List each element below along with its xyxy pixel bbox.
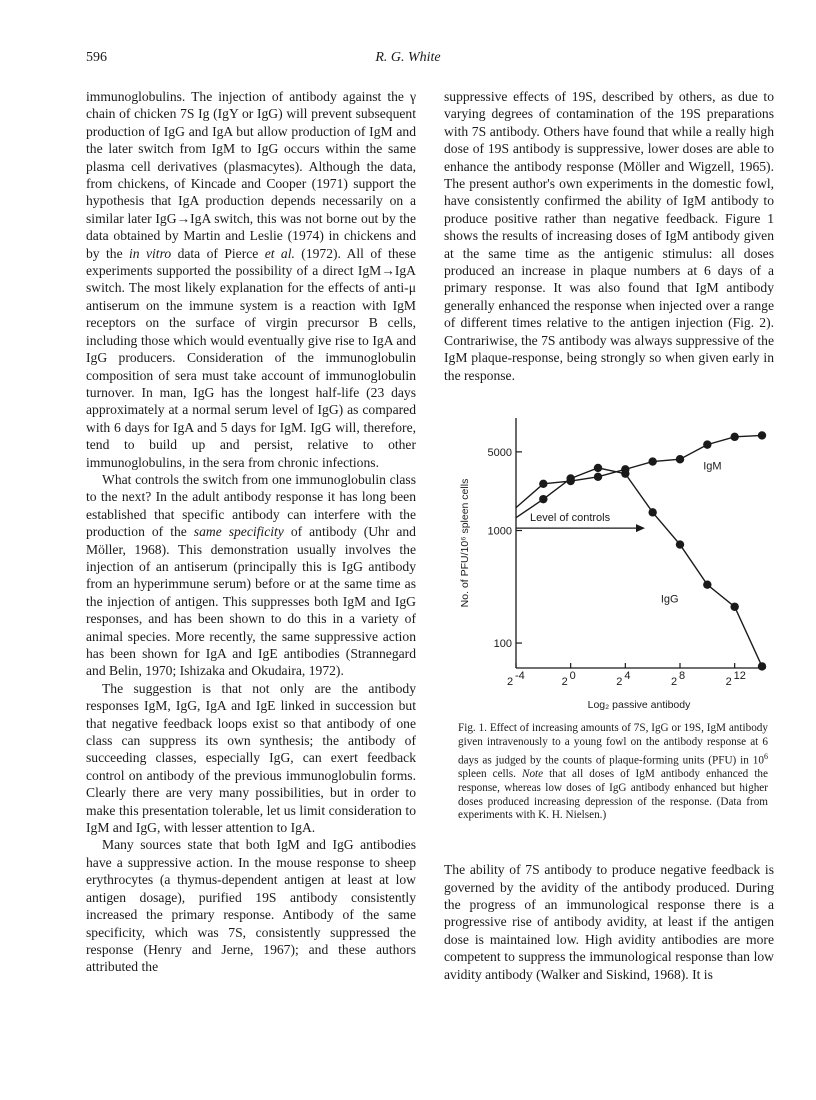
data-point-igg — [648, 508, 656, 516]
data-point-igm — [539, 480, 547, 488]
right-column — [444, 88, 774, 983]
figure-1-chart — [444, 406, 774, 716]
text-run: of antibody (Uhr and Möller, 1968). This demonstration usually involves the injection of an antiserum (principally this is IgG antibody from an hyperimmune serum) before or at the same time as the injection of antigen. This suppresses both IgM and IgG responses, and has been shown to do this in a variety of animal species. More recently, the same suppressive action has been shown for IgA and IgE antibodies (Strannegard and Belin, 1970; Ishizaka and Okudaira, 1972). — [86, 524, 416, 679]
data-point-igg — [539, 495, 547, 503]
x-tick-exponent: 4 — [624, 669, 631, 682]
y-tick-label: 5000 — [487, 446, 512, 459]
data-point-igg — [730, 602, 738, 610]
figure-caption — [444, 722, 774, 823]
chart-svg — [444, 406, 774, 716]
data-point-igg — [621, 469, 629, 477]
text-run: (1972). All of these experiments supported the possibility of a direct IgM→IgA switch. The most likely explanation for the effects of anti-μ antiserum on the immune system is a reaction with IgM receptors on the surface of virgin precursor B cells, including those which would eventually give rise to IgA and IgG producers. Consideration of the immunoglobulin composition of sera must take account of immunoglobulin turnover. In man, IgG has the longest half-life (23 days approximately at a normal serum level of IgG) as compared with 6 days for IgA and 5 days for IgM. IgG will, therefore, tend to build up and persist, relative to other immunoglobulins, in the sera from chronic infections. — [86, 245, 417, 470]
series-line-igg — [516, 468, 762, 667]
series-line-igm — [516, 435, 762, 507]
left-column — [86, 88, 416, 976]
caption-text: spleen cells. — [458, 768, 522, 781]
data-point-igm — [648, 457, 656, 465]
x-tick-label: 2 — [561, 675, 568, 688]
caption-text: that all doses of IgM antibody enhanced the response, whereas low doses of IgG antibody enhanced but higher doses produced increasing depression of the response. (Data from experiments with K. H. Nielsen.) — [458, 768, 768, 822]
x-axis-title: Log₂ passive antibody — [587, 698, 691, 711]
paragraph — [86, 471, 416, 680]
x-tick-label: 2 — [725, 675, 732, 688]
text-run: chain of chicken 7S Ig (IgY or IgG) will prevent subsequent production of IgG and IgA but allow production of IgM and the later switch from IgM to IgG occurs within the same plasma cell derivatives (plasmacytes). Although the data, from chickens, of Kincade and Cooper (1971) support the hypothesis that IgA production depends necessarily on a similar later IgG→IgA switch, this was not borne out by the data obtained by Martin and Leslie (1974) in chickens and by the — [86, 106, 416, 261]
series-label-igm: IgM — [703, 460, 722, 473]
data-point-igm — [703, 440, 711, 448]
italic-term: same specificity — [193, 524, 284, 540]
paragraph: The suggestion is that not only are the antibody responses IgM, IgG, IgA and IgE linked in succession but that negative feedback loops exist so that antibody of one class can suppress its own synthesis; the antibody of succeeding classes, especially IgG, can exert feedback control on antibody of the previous immunoglobulin forms. Clearly there are very many possibilities, but in order to make this presentation tolerable, let us limit consideration to IgM and IgG, with lesser attention to IgA. — [86, 680, 416, 836]
x-tick-label: 2 — [670, 675, 678, 688]
controls-level-label: Level of controls — [530, 512, 611, 525]
data-point-igm — [758, 431, 766, 439]
text-run: immunoglobulins. The injection of antibody against the — [86, 89, 410, 104]
text-run: data of Pierce — [171, 245, 265, 261]
x-tick-exponent: 8 — [679, 669, 686, 682]
series-label-igg: IgG — [660, 593, 679, 606]
page-number: 596 — [86, 50, 107, 65]
x-tick-exponent: -4 — [515, 669, 525, 682]
data-point-igm — [594, 473, 602, 481]
y-tick-label: 1000 — [487, 525, 512, 538]
data-point-igg — [566, 474, 574, 482]
data-point-igg — [594, 464, 602, 472]
controls-arrowhead — [636, 524, 645, 532]
x-tick-exponent: 12 — [733, 669, 746, 682]
running-head: R. G. White — [375, 50, 441, 65]
data-point-igg — [703, 580, 711, 588]
x-tick-label: 2 — [506, 675, 514, 688]
caption-note: Note — [521, 768, 544, 781]
italic-term: in vitro — [129, 245, 172, 261]
paragraph: Many sources state that both IgM and IgG antibodies have a suppressive action. In the mouse response to sheep erythrocytes (a thymus-dependent antigen at least at low antigen dosage), purified 19S antibody consistently increased the primary response. Antibody of the same specificity, which was 7S, consistently suppressed the response (Henry and Jerne, 1967); and these authors attributed the — [86, 837, 416, 975]
gamma-symbol: γ — [409, 89, 416, 104]
data-point-igg — [758, 662, 766, 670]
paragraph — [86, 88, 416, 471]
y-tick-label: 100 — [493, 637, 512, 650]
data-point-igg — [676, 540, 684, 548]
paragraph: suppressive effects of 19S, described by others, as due to varying degrees of contamination of the 19S preparations with 7S antibody. Others have found that while a really high dose of 19S antibody is suppressive, lower doses are able to enhance the antibody response (Möller and Wigzell, 1965). The present author's own experiments in the domestic fowl, have consistently confirmed the ability of IgM antibody to produce positive rather than negative feedback. Figure 1 shows the results of increasing doses of IgM antibody given at the same time as the antigenic stimulus: all doses produced an increase in plaque numbers at 6 days of a primary response. It was also found that IgM antibody generally enhanced the response when injected over a range of different times relative to the antigen injection (Fig. 2). Contrariwise, the 7S antibody was always suppressive of the IgM plaque-response, being strongly so when given early in the response. — [444, 89, 774, 383]
italic-term: et al. — [264, 245, 295, 261]
text-run: What controls the switch from one immunoglobulin class to the next? In the adult antibody response it has long been established that specific antibody can interfere with the production of the — [86, 471, 416, 540]
caption-superscript: 6 — [764, 751, 768, 761]
x-tick-exponent: 0 — [569, 669, 576, 682]
data-point-igm — [676, 455, 684, 463]
caption-text: Fig. 1. Effect of increasing amounts of 7S, IgG or 19S, IgM antibody given intravenously to a young fowl on the antibody response at 6 days as judged by the counts of plaque-forming units (PFU) in 10 — [458, 721, 768, 767]
x-tick-label: 2 — [616, 675, 623, 688]
data-point-igm — [730, 433, 738, 441]
y-axis-title: No. of PFU/10⁶ spleen cells — [459, 478, 471, 608]
paragraph: The ability of 7S antibody to produce negative feedback is governed by the avidity of the antibody produced. During the progress of an immunological response there is a progressive rise of antibody avidity, at least if the antigen dose is maintained low. High avidity antibodies are more competent to suppress the immunological response than low avidity antibody (Walker and Siskind, 1968). It is — [444, 862, 774, 982]
